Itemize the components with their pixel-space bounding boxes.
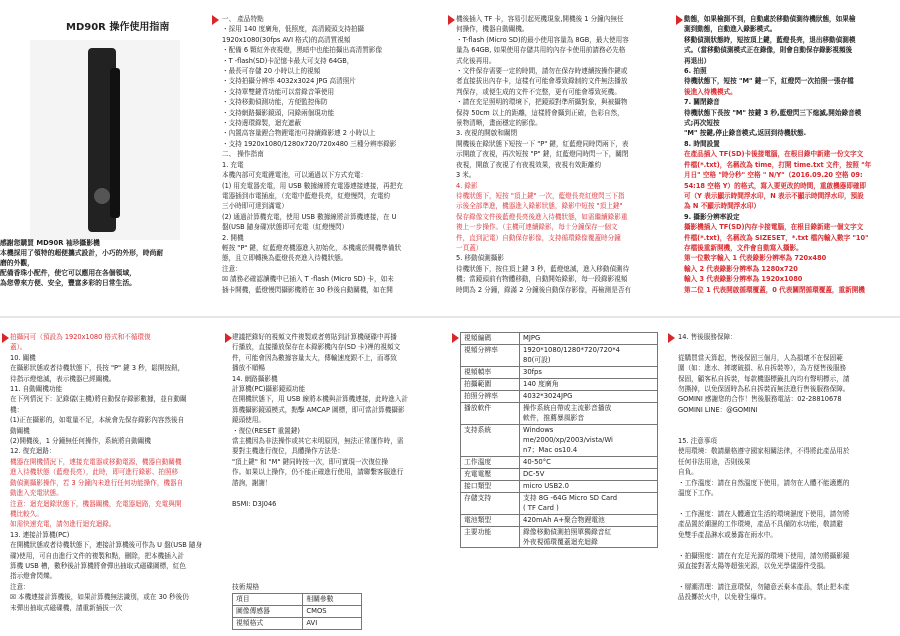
table-cell: AVI: [303, 618, 362, 630]
table-value-line: Windows: [523, 425, 554, 434]
table-value-line: 420mAh A+聚合物鋰電池: [523, 515, 605, 524]
text-line: ・文件保存需要一定的時間，請勿在保存時連續按操作鍵或: [456, 67, 628, 76]
text-line: 第二位 1 代表開啟循環覆蓋，0 代表關閉循環覆蓋，重新開機: [684, 285, 865, 294]
table-row: [461, 390, 658, 402]
text-line: GOMINI 感謝您的合作！售後服務電話：02-28810678: [678, 395, 842, 404]
text-line: 再退出）: [684, 56, 711, 65]
text-line: 鏡頭使用。: [232, 416, 265, 425]
column-webcam: [232, 332, 450, 509]
text-line: 二、 操作指南: [222, 150, 264, 159]
table-value-line: 軟件，推薦暴風影音: [523, 414, 585, 423]
text-line: [232, 488, 450, 498]
table-value-line: 140 度廣角: [523, 379, 559, 388]
table-value: [520, 526, 658, 548]
table-cell: 視頻格式: [233, 618, 303, 630]
text-line: "頂上鍵" 和 "M" 鍵同時按一次，即可實現一次復位操: [232, 457, 388, 466]
text-line: "M" 按鍵,停止錄音模式,返回到待機狀態.: [684, 129, 807, 138]
text-line: 當主機因為非法操作或其它未明原因，無法正常運作時，需: [232, 437, 404, 446]
table-value-line: 4032*3024JPG: [523, 391, 573, 400]
text-line: 盤(USB 隨身碟)狀態即可充電（紅燈慢閃）: [222, 223, 349, 232]
text-line: 溫度下工作。: [678, 489, 718, 498]
table-value: [520, 390, 658, 402]
text-line: 待機狀態下，短按 "M" 鍵一下，紅燈閃一次拍照一張存檔: [684, 77, 854, 86]
table-row: [461, 514, 658, 526]
text-line: 進入待機狀態（藍燈長亮），此時，即可進行錄影、拍照移: [10, 468, 179, 477]
table-key: 存儲支持: [461, 492, 520, 514]
table-value-line: 支持 8G -64G Micro SD Card: [523, 493, 618, 502]
text-line: 諮詢，謝謝！: [232, 478, 272, 487]
table-value-line: n7；Mac os10.4: [523, 446, 578, 455]
text-line: 待指示燈熄滅，表示機器已經關機。: [10, 374, 116, 383]
text-line: ・內置高容量鋰合物鋰電池可持續錄影連 2 小時以上: [222, 129, 376, 138]
table-value-line: DC-5V: [523, 469, 545, 478]
spec-title: 技術規格: [232, 583, 260, 591]
text-line: 三小時即可達到滿電）: [222, 202, 288, 211]
text-line: (1)正在攝影的，如電量不足，本統會先保存錄影內容然後自: [10, 416, 185, 425]
text-line: 注意：: [10, 582, 30, 591]
table-value-line: 外夜視循環覆蓋迴充迴錄: [523, 538, 598, 547]
table-value: [520, 492, 658, 514]
text-line: [678, 426, 898, 436]
table-row: [461, 378, 658, 390]
text-line: ・支持邊環錄製，迴充遮蔽: [222, 119, 302, 128]
text-line: 13. 連接計算機(PC): [10, 530, 70, 539]
text-line: 10. 關機: [10, 353, 36, 362]
product-photo: [30, 40, 180, 240]
text-line: 判保存，或便生成的文件不完整，更有可能會導致死機。: [456, 87, 621, 96]
table-value-line: me/2000/xp/2003/vista/Wi: [523, 436, 613, 445]
section-arrow-icon: [668, 333, 675, 343]
table-key: 工作溫度: [461, 456, 520, 468]
section-arrow-icon: [2, 333, 9, 343]
text-line: 要對主機進行復位，具體操作方法是：: [232, 447, 345, 456]
text-line: 作。如果以上操作，仍不能正確進行使用，請聯繫客服進行: [232, 468, 404, 477]
section-arrow-icon: [452, 333, 459, 343]
text-line: 在開機狀態或者待機狀態下，連接計算機後可作為 U 盤(USB 隨身: [10, 541, 203, 550]
text-line: 5. 移動偵測攝影: [456, 254, 504, 263]
text-line: 電器插到市電插座，（充電中藍燈長亮，紅燈慢閃，充電約: [222, 191, 391, 200]
text-line: GOMINI LINE：@GOMINI: [678, 405, 758, 414]
column-operations: [456, 14, 678, 295]
text-line: 月日" 空格 "時分秒" 空格 " N/Y"（2016.09.20 空格 09:: [684, 171, 863, 180]
table-value-line: 操作系統自帶或主流影音播放: [523, 403, 612, 412]
text-line: 未彈出抽取式磁碟機，請重新插拔一次: [10, 603, 123, 612]
text-line: ・工作溫度：請在自然溫度下使用，請勿在人體不能適應的: [678, 478, 850, 487]
table-row: [233, 606, 362, 618]
spec-table: [460, 332, 658, 548]
table-value: [520, 424, 658, 456]
table-cell: CMOS: [303, 606, 362, 618]
text-line: 量為 64GB, 如果使用存儲共用的內存卡使用前請務必先格: [456, 46, 626, 55]
table-row: [461, 366, 658, 378]
text-line: 9. 攝影分辨率設定: [684, 212, 740, 221]
text-line: 機器在開機情況下，連接充電器或移動電源，機器自動關機: [10, 457, 182, 466]
text-line: 機比較久。: [10, 509, 43, 518]
column-power: [10, 332, 226, 613]
text-line: ・請在充足照明的環境下，把鏡頭對準所攝對象，與被攝物: [456, 98, 628, 107]
text-line: 為 N 不顯示時間浮水印）: [684, 202, 761, 211]
table-value-line: 40-50°C: [523, 457, 551, 466]
text-line: 從購買當天算起，售後保固三個月，人為損壞不在保固範: [678, 353, 843, 362]
spec-table-small: [232, 593, 362, 630]
table-cell: 相關參數: [303, 594, 362, 606]
text-line: 移動偵測狀態時，短按頂上鍵，藍燈長亮，退出移動偵測模: [684, 35, 856, 44]
table-key: 充電電壓: [461, 468, 520, 480]
text-line: ・拍攝照度：請在有充足光源的環境下使用，請勿將攝影鏡: [678, 551, 850, 560]
text-line: 輕按 "P" 鍵，紅藍燈亮機器進入初始化，本機處於開機準備狀: [222, 243, 402, 252]
text-line: 待機狀態下長按 "M" 按鍵 3 秒,藍燈閃三下熄滅,開始錄音模: [684, 108, 862, 117]
table-key: 電池類型: [461, 514, 520, 526]
table-key: 接口類型: [461, 480, 520, 492]
table-row: [461, 424, 658, 456]
text-line: ☒ 請務必確認讀機中已插入 T -flash (Micro SD) 卡，如未: [222, 275, 394, 284]
text-line: 12. 復充迴路：: [10, 447, 56, 456]
camera-clip-icon: [110, 68, 120, 218]
text-line: 待機狀態下，短按 "頂上鍵" 一次，藍燈長亮紅燈閃三下指: [456, 191, 625, 200]
intro-line: 為您帶來方便、安全，豐富多彩的日常生活。: [0, 279, 136, 287]
text-line: ☒ 本機連接計算機後，如果計算機無法識別，或在 30 秒後仍: [10, 593, 189, 602]
text-line: ・配備 6 顆紅外夜視燈，黑暗中也能拍攝出高清質影像: [222, 46, 383, 55]
text-line: 態，且立即轉換為藍燈長亮進入待機狀態。: [222, 254, 348, 263]
text-line: 動態，如果檢測不到，自動處於移動偵測待機狀態，如果檢: [684, 15, 856, 23]
text-line: 第一位數字輸入 1 代表錄影分辨率為 720x480: [684, 254, 827, 263]
table-value: [520, 514, 658, 526]
text-line: 何操作，機器自動關機。: [456, 25, 529, 34]
text-line: ・T-flash (Micro SD)的最小使用容量為 8GB，最大使用容: [456, 35, 629, 44]
text-line: 在開機狀態下，用 USB 線將本機與計算機連接，此時進入計: [232, 395, 408, 404]
text-line: 拍攝同可（預設為 1920x1080 格式和不循環復: [10, 333, 151, 341]
text-line: 動進入充電狀態。: [10, 489, 63, 498]
column-settings: [684, 14, 898, 295]
text-line: 動關機: [10, 426, 30, 435]
text-line: 開機後在錄狀態下短按一下 "P" 鍵，紅藍燈同時閃兩下，表: [456, 139, 629, 148]
text-line: 景物清晰，畫面穩定的影像。: [456, 119, 542, 128]
text-line: [678, 571, 898, 581]
table-value-line: 錄像移動偵測拍照單獨錄音紅: [523, 527, 612, 536]
table-value-line: ( TF Card ): [523, 504, 559, 513]
section-arrow-icon: [225, 333, 232, 343]
text-line: BSMI: D3J046: [232, 499, 277, 508]
column-service: [678, 332, 898, 603]
text-line: 式;再次短按: [684, 119, 720, 128]
text-line: 存檔後重新開機，文件會自動寫入攝影。: [684, 243, 803, 252]
table-value: [520, 468, 658, 480]
page-title: MD90R 操作使用指南: [66, 22, 170, 33]
text-line: 待機狀態下，按住頂上鍵 3 秒，藍燈熄滅，進入移動偵測待: [456, 264, 630, 273]
text-line: 一頁蓋）: [456, 243, 483, 252]
table-key: 拍攝範圍: [461, 378, 520, 390]
table-key: 拍照分辨率: [461, 390, 520, 402]
text-line: [678, 499, 898, 509]
text-line: 頭直接對著太陽等超強光源，以免光學儀器件受損。: [678, 561, 830, 570]
text-line: 保持 50cm 以上的距離，這樣將會攝到正確，色彩自然，: [456, 108, 624, 117]
text-line: ・支持單雙鍵背功能可以當錄音筆使用: [222, 87, 335, 96]
column-features: [222, 14, 444, 295]
table-cell: 項目: [233, 594, 303, 606]
table-row: [461, 402, 658, 424]
intro-line: 配備香珠小配件，使它可以應用在各個領域，: [0, 269, 136, 277]
text-line: 15. 注意事項: [678, 437, 717, 446]
text-line: ・層潮清理：請注意環保，勿隨意丟棄本產品，禁止把本產: [678, 582, 850, 591]
text-line: (2) 通過計算機充電，使用 USB 數據線將計算機連接，在 U: [222, 212, 397, 221]
text-line: 算機 USB 槽，數秒後計算機將會彈出抽取式磁碟圖標，紅色: [10, 561, 186, 570]
text-line: 注意：: [222, 264, 242, 273]
text-line: 品投擲於火中，以免發生爆炸。: [678, 593, 771, 602]
manual-page-2: [0, 318, 900, 636]
text-line: 測到動態，自動進入錄影模式。: [684, 25, 777, 34]
table-value-line: MJPG: [523, 334, 541, 342]
intro-line: 感謝您購買 MD90R 袖珍攝影機: [0, 239, 100, 247]
text-line: ・採用 140 度廣角，低照度，高清鏡頭支持拍攝: [222, 25, 365, 34]
table-cell: 圖像傳感器: [233, 606, 303, 618]
text-line: 示後全部準進，機器進入錄影狀態，錄影中短按 "頂上鍵": [456, 202, 623, 211]
text-line: 指示燈會閃爍。: [10, 572, 57, 581]
text-line: 保存錄像文件後藍燈長亮後進入待機狀態，如需繼續錄影重: [456, 212, 628, 221]
text-line: 勿撕掉，以免保固時為私自拆裝而無法進行售後服務保障。: [678, 385, 850, 394]
table-key: 視頻分辨率: [461, 345, 520, 367]
text-line: 54:18 空格 Y）的格式，寫入要更改的時間，重啟機器即確即: [684, 181, 867, 190]
section-arrow-icon: [448, 15, 455, 25]
table-row: [461, 492, 658, 514]
camera-lens-icon: [94, 188, 110, 204]
text-line: 自負。: [678, 468, 698, 477]
text-line: 3 米。: [456, 171, 476, 180]
text-line: 8. 時間設置: [684, 139, 720, 148]
intro-text: [0, 238, 200, 288]
table-value-line: 1920*1080/1280*720/720*4: [523, 346, 620, 354]
text-line: ・T -flash(SD)卡記憶卡最大可支持 64GB，: [222, 56, 354, 65]
table-row: [233, 594, 362, 606]
table-key: 主要功能: [461, 526, 520, 548]
text-line: 攝影機插入 TF(SD)內存卡接電腦，在根目錄新建一個文字文: [684, 223, 864, 232]
text-line: 建議把錄好的視頻文件複製或者剪貼到計算機硬碟中再播: [232, 333, 397, 341]
text-line: 本機內部可充電鋰電池，可以通過以下方式充電：: [222, 171, 368, 180]
section-arrow-icon: [676, 15, 683, 25]
text-line: 示開啟了夜視，再次短按 "P" 鍵，紅藍燈同時閃一下，關閉: [456, 150, 629, 159]
text-line: 計算機(PC)攝影鏡頭功能: [232, 385, 306, 394]
text-line: 者直接拔出內存卡，這樣有可能會導致錄制的文件無法播放: [456, 77, 628, 86]
text-line: 插卡開機，藍燈慢閃攝影機將在 30 秒後自動關機，如在開: [222, 285, 393, 294]
text-line: 14. 網路攝影機: [232, 374, 278, 383]
text-line: ・支持 1920x1080/1280x720/720x480 三種分辨率錄影: [222, 139, 397, 148]
text-line: 行播放，直接播放保存在本錄影機內存(SD 卡)裡的視頻文: [232, 343, 401, 352]
text-line: 可（Y 表示顯示時間浮水印，N 表示不顯示時間浮水印，預設: [684, 191, 864, 200]
text-line: [678, 342, 898, 352]
text-line: 播放不順暢: [232, 364, 265, 373]
text-line: 輸入 3 代表錄影分辨率為 1920x1080: [684, 275, 803, 284]
text-line: 算機攝影鏡頭模式，點擊 AMCAP 圖標，即可當計算機攝影: [232, 405, 405, 414]
text-line: 機：: [10, 405, 24, 414]
text-line: 在產品插入 TF(SD)卡後接電腦，在根目錄中新建一份文字文: [684, 150, 864, 159]
table-value: [520, 480, 658, 492]
table-value: [520, 402, 658, 424]
section-arrow-icon: [212, 15, 219, 25]
text-line: (2)開機後，1 分鐘無任何操作，系統將自動關機: [10, 437, 151, 446]
text-line: ・工作濕度：請在人體適宜生活的環境濕度下使用，請勿將: [678, 509, 850, 518]
text-line: [678, 540, 898, 550]
table-row: [461, 468, 658, 480]
text-line: 件，直到記電）自動保存影像，支持循環錄像覆蓋時分鐘: [456, 233, 621, 242]
table-row: [461, 333, 658, 345]
table-row: [461, 526, 658, 548]
text-line: 14. 售後服務保障：: [678, 333, 737, 341]
table-value: [520, 333, 658, 345]
text-line: 輸入 2 代表錄影分辨率為 1280x720: [684, 264, 798, 273]
text-line: 式。（當移動偵測模式正在錄像，則會自動保存錄影視頻後: [684, 46, 853, 55]
table-row: [461, 345, 658, 367]
table-value: [520, 378, 658, 390]
text-line: 蓋）。: [10, 343, 27, 352]
intro-line: 本機採用了領特的超便攜式設計，小巧的外形，時尚耐: [0, 249, 164, 257]
intro-line: 磨的外觀，: [0, 259, 34, 267]
table-key: 視頻編碼: [461, 333, 520, 345]
text-line: 1. 充電: [222, 160, 244, 169]
text-line: 11. 自動關機功能: [10, 385, 63, 394]
text-line: ・支持拍攝分辨率 4032x3024 JPG 高清照片: [222, 77, 356, 86]
text-line: 任何非法用途，否則後果: [678, 457, 751, 466]
text-line: 圍（如：進水、摔壞破損、私自拆裝等），為方便售後服務: [678, 364, 847, 373]
table-key: 視頻幀率: [461, 366, 520, 378]
text-line: 碟)使用，可自由進行文件的複製和點，刪除，把本機插入計: [10, 551, 185, 560]
text-line: ・支持移動偵測功能，方便監控佈防: [222, 98, 328, 107]
text-line: 機後插入 TF 卡，容易引起死機現象,開機後 1 分鐘內無任: [456, 15, 624, 23]
table-row: [461, 456, 658, 468]
table-value: [520, 366, 658, 378]
text-line: [678, 415, 898, 425]
text-line: 一、 產品特點: [222, 15, 264, 23]
text-line: 件檔(*.txt)，名稱改為 SIZESET，*.txt 檔內輸入數字 "10": [684, 233, 869, 242]
table-row: [461, 480, 658, 492]
table-key: 播放軟件: [461, 402, 520, 424]
table-value-line: micro USB2.0: [523, 481, 569, 490]
text-line: 1920x1080(30fps AVI 格式)的高清質視頻: [222, 35, 351, 44]
text-line: 在下列情況下：記錄儀(主機)將自動保存錄影數據，並自動關: [10, 395, 187, 404]
text-line: 免雙手產品淋水或暴露在雨水中。: [678, 530, 777, 539]
text-line: 2. 開機: [222, 233, 244, 242]
table-value: [520, 456, 658, 468]
text-line: ・最長可存儲 20 小時以上的視頻: [222, 67, 321, 76]
text-line: 複上一步操作。（主機可連續錄影，每十分鐘保存一個文: [456, 223, 618, 232]
text-line: ・支持網路攝影鏡頭，同錄兩個現功能: [222, 108, 335, 117]
table-value: [520, 345, 658, 367]
text-line: ・復位(RESET 重置鍵): [232, 426, 300, 435]
text-line: 後進入待機模式。: [684, 87, 737, 96]
table-key: 支持系統: [461, 424, 520, 456]
text-line: 4. 錄影: [456, 181, 478, 190]
spec-table-main: [460, 332, 658, 548]
text-line: 注意：迴充迴錄狀態下，機器關機，充電器迴路，充電與開: [10, 499, 182, 508]
text-line: 夜視，開啟了夜視了有夜視效果，夜視有效距離約: [456, 160, 602, 169]
text-line: 在攝影狀態或者待機狀態下，長按 "P" 鍵 3 秒，鬆開按鈕，: [10, 364, 185, 373]
text-line: 保固，顧客私自拆裝，每款機器標籤扎內均有聲明標示，請: [678, 374, 850, 383]
text-line: 產品置於潮濕的工作環境，產品不具備防水功能，敬請避: [678, 520, 843, 529]
camera-body-icon: [88, 48, 116, 232]
table-value-line: 80(可設): [523, 356, 551, 365]
text-line: 3. 夜視的開啟和關閉: [456, 129, 518, 138]
text-line: 動偵測攝影操作，若 3 分鐘內未進行任何功能操作，機器自: [10, 478, 184, 487]
text-line: 使用環境：敬請嚴格遵守國家相關法律，不得將此產品用於: [678, 447, 850, 456]
text-line: 件，可能會因為數據容量太大，傳輸速度跟不上，而導致: [232, 353, 397, 362]
table-value-line: 30fps: [523, 367, 542, 376]
text-line: 式化後再用。: [456, 56, 496, 65]
text-line: 6. 拍照: [684, 67, 707, 76]
text-line: 如需快速充電，請勿進行迴充迴錄。: [10, 520, 116, 529]
text-line: 7. 關閉錄音: [684, 98, 720, 107]
table-row: [233, 618, 362, 630]
text-line: (1) 用充電器充電，用 USB 數據線將充電器連接連接，再把充: [222, 181, 403, 190]
text-line: 件檔(*.txt)，名稱改為 time，打開 time.txt 文件，按照 "年: [684, 160, 872, 169]
text-line: 時間為 2 分鐘，錄滿 2 分鐘後自動保存影像，再檢測是否有: [456, 285, 632, 294]
spec-block: [232, 581, 362, 630]
text-line: 機；當鏡頭前有物體移動，自動開始錄影，每一段錄影視頻: [456, 275, 628, 284]
